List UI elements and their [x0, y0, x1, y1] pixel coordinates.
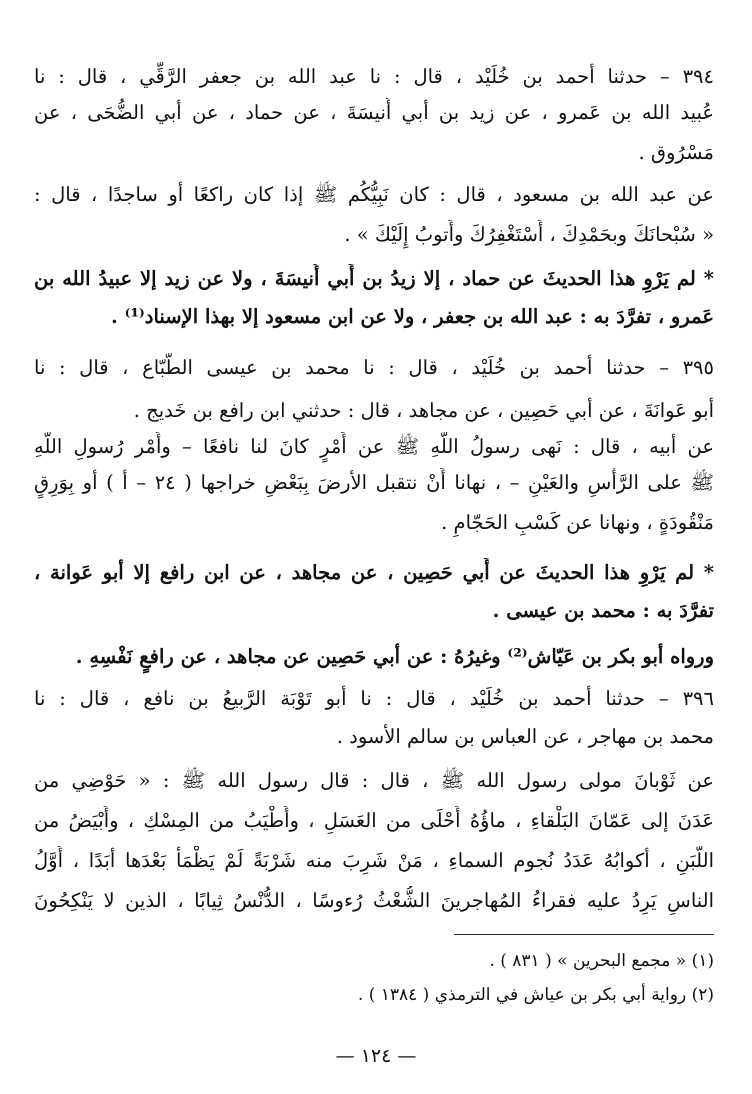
hadith-394-line-3: مَسْرُوق .	[638, 141, 714, 164]
hadith-394-comment-line-2: عَمرو ، تفرَّدَ به : عبد الله بن جعفر ، ولا عن ابن مسعود إلا بهذا الإسناد⁽¹⁾ .	[111, 305, 714, 328]
hadith-394-line-1: ٣٩٤ – حدثنا أحمد بن خُلَيْد ، قال : نا عبد الله بن جعفر الرَّقِّي ، قال : نا	[34, 65, 714, 88]
footnote-rule	[454, 934, 714, 935]
hadith-395-matn-line-2: ﷺ على الرَّأْسِ والعَيْنِ – ، نهانا أَنْ نتقبل الأرضَ بِبَعْضِ خراجها ( ٢٤ – أ ) أو بِوَرِقٍ	[34, 471, 714, 494]
hadith-396-matn-line-2: عَدَنَ إلى عَمّانَ البَلْقاءِ ، ماؤُهُ أَحْلَى من العَسَلِ ، وأَطْيَبُ من المِسْكِ ، وأَبْيَضُ من	[34, 809, 714, 832]
hadith-395-matn-line-3: مَنْقُودَةٍ ، ونهانا عن كَسْبِ الحَجّامِ .	[441, 511, 714, 534]
hadith-394-line-2: عُبيد الله بن عَمرو ، عن زيد بن أبي أُنيسَةَ ، عن حماد ، عن أبي الضُّحَى ، عن	[34, 101, 714, 124]
hadith-394-matn-line-2: « سُبْحانَكَ وبحَمْدِكَ ، أَسْتَغْفِرُكَ وأَتوبُ إِلَيْكَ » .	[344, 223, 714, 246]
hadith-396-line-1: ٣٩٦ – حدثنا أحمد بن خُلَيْد ، قال : نا أبو تَوْبَة الرَّبيعُ بن نافع ، قال : نا	[34, 687, 714, 710]
hadith-395-comment-line-1: * لم يَرْوِ هذا الحديثَ عن أَبي حَصِين ، عن مجاهد ، عن ابن رافع إلا أبو عَوانة ،	[34, 561, 714, 584]
hadith-395-riwaya-line: ورواه أبو بكر بن عَيّاش⁽²⁾ وغيرُهُ : عن أبي حَصِين عن مجاهد ، عن رافعٍ نَفْسِهِ .	[75, 645, 714, 668]
footnote-1: (١) « مجمع البحرين » ( ٨٣١ ) .	[489, 951, 714, 971]
hadith-394-matn-line-1: عن عبد الله بن مسعود ، قال : كان نَبِيُّكُم ﷺ إذا كان راكعًا أو ساجدًا ، قال :	[34, 183, 714, 206]
hadith-394-comment-line-1: * لم يَرْوِ هذا الحديثَ عن حماد ، إلا زيدُ بن أَبي أُنيسَةَ ، ولا عن زيد إلا عبيدُ الله بن	[34, 267, 714, 290]
hadith-396-matn-line-4: الناسِ يَرِدُ عليه فقراءُ المُهاجرينَ الشُّعْثُ رُءوسًا ، الدُّنْسُ ثِيابًا ، الذين لا يَنْكِحُونَ	[34, 889, 714, 912]
hadith-396-matn-line-3: اللَّبَنِ ، أكوابُهُ عَدَدُ نُجوم السماءِ ، مَنْ شَرِبَ منه شَرْبَةً لَمْ يَظْمَأْ بَعْدَها أبَدًا ، أَوَّلُ	[34, 849, 714, 872]
hadith-395-comment-line-2: تفرَّدَ به : محمد بن عيسى .	[492, 599, 714, 622]
hadith-396-line-2: محمد بن مهاجر ، عن العباس بن سالم الأسود .	[336, 725, 714, 748]
hadith-396-matn-line-1: عن ثَوْبانَ مولى رسول الله ﷺ ، قال : قال رسول الله ﷺ : « حَوْضِي من	[34, 769, 714, 792]
footnote-2: (٢) رواية أبي بكر بن عياش في الترمذي ( ١٣٨٤ ) .	[357, 985, 714, 1005]
hadith-395-matn-line-1: عن أبيه ، قال : نَهى رسولُ اللَّهِ ﷺ عن أَمْرٍ كانَ لنا نافعًا – وأَمْر رُسولِ اللَّهِ	[34, 435, 714, 458]
hadith-395-line-1: ٣٩٥ – حدثنا أحمد بن خُلَيْد ، قال : نا محمد بن عيسى الطَّبّاع ، قال : نا	[34, 356, 714, 379]
page-number: — ١٢٤ —	[335, 1045, 417, 1067]
hadith-395-line-2: أبو عَوانَةَ ، عن أبي حَصِين ، عن مجاهد ، قال : حدثني ابن رافع بن خَديج .	[133, 399, 714, 422]
